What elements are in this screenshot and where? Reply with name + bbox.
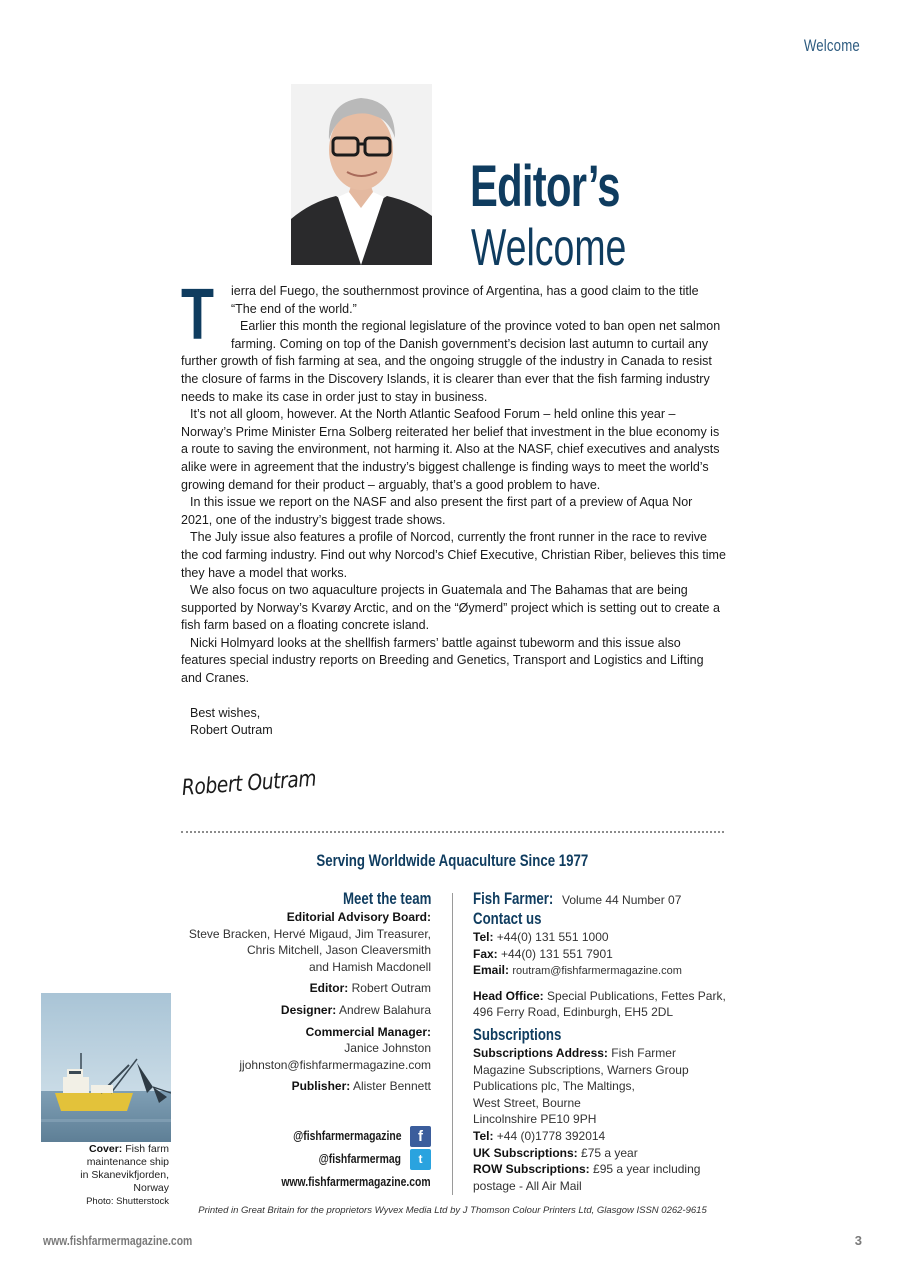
advisory-label: Editorial Advisory Board: bbox=[286, 910, 431, 924]
team-column bbox=[181, 889, 431, 1095]
editor-label: Editor: bbox=[309, 981, 349, 996]
office-address: Special Publications, Fettes Park, bbox=[547, 988, 726, 1003]
uk-subs-price: £75 a year bbox=[581, 1145, 638, 1160]
designer-name: Andrew Balahura bbox=[338, 1002, 431, 1017]
facebook-handle[interactable]: @fishfarmermagazine bbox=[292, 1128, 401, 1143]
subs-tel: +44 (0)1778 392014 bbox=[496, 1128, 606, 1143]
handwritten-signature: Robert Outram bbox=[181, 766, 317, 801]
email-label: Email: bbox=[473, 963, 510, 978]
masthead-column bbox=[473, 889, 743, 1194]
twitter-handle[interactable]: @fishfarmermag bbox=[318, 1151, 401, 1166]
subs-address-label: Subscriptions Address: bbox=[473, 1045, 608, 1060]
volume-info: Volume 44 Number 07 bbox=[561, 893, 682, 907]
dotted-divider bbox=[181, 831, 724, 833]
cover-caption-line: Norway bbox=[133, 1182, 169, 1194]
cover-caption-line: Fish farm bbox=[125, 1143, 169, 1155]
cover-photo bbox=[41, 993, 171, 1142]
editor-name: Robert Outram bbox=[351, 981, 431, 996]
drop-cap: T bbox=[181, 275, 214, 355]
designer-label: Designer: bbox=[280, 1002, 337, 1017]
tel-label: Tel: bbox=[473, 930, 494, 944]
signoff-name: Robert Outram bbox=[190, 723, 273, 738]
office-address: 496 Ferry Road, Edinburgh, EH5 2DL bbox=[473, 1005, 674, 1020]
cover-caption-line: in Skanevikfjorden, bbox=[80, 1169, 169, 1181]
advisory-names: Chris Mitchell, Jason Cleaversmith bbox=[246, 943, 431, 958]
photo-credit: Photo: Shutterstock bbox=[86, 1196, 169, 1207]
fax-label: Fax: bbox=[473, 946, 498, 961]
facebook-link[interactable] bbox=[181, 1124, 431, 1147]
paragraph: ierra del Fuego, the southernmost province of Argentina, has a good claim to the title “The end of the world.” bbox=[231, 284, 699, 316]
commercial-name: Janice Johnston bbox=[344, 1041, 431, 1056]
publisher-label: Publisher: bbox=[291, 1079, 351, 1094]
paragraph: It’s not all gloom, however. At the North Atlantic Seafood Forum – held online this year – Norway’s Prime Minister Erna Solberg reiterated her belief that investment in the blue economy is a route to saving the environment, not harming it. Also at the NASF, chief executives and analysts alike were in agreement that the industry’s biggest challenge is finding ways to meet the world’s growing demand for their product – arguably, that’s a good problem to have. bbox=[181, 407, 720, 492]
paragraph: In this issue we report on the NASF and also present the first part of a preview of Aqua Nor 2021, one of the industry’s biggest trade shows. bbox=[181, 495, 693, 527]
subs-address: Publications plc, The Maltings, bbox=[473, 1079, 635, 1094]
website-link[interactable] bbox=[181, 1170, 431, 1193]
commercial-email[interactable]: jjohnston@fishfarmermagazine.com bbox=[239, 1057, 431, 1072]
tel-number: +44(0) 131 551 1000 bbox=[496, 930, 609, 944]
row-subs-price: £95 a year including bbox=[593, 1162, 701, 1177]
website-url[interactable]: www.fishfarmermagazine.com bbox=[281, 1174, 431, 1189]
row-subs-price: postage - All Air Mail bbox=[473, 1178, 582, 1193]
cover-caption-line: maintenance ship bbox=[86, 1156, 169, 1168]
signoff-greeting: Best wishes, bbox=[190, 705, 261, 720]
fax-number: +44(0) 131 551 7901 bbox=[501, 946, 613, 961]
signoff bbox=[181, 705, 726, 740]
paragraph: Earlier this month the regional legislature of the province voted to ban open net salmon farming. Coming on top of the Danish government’s decision last autumn to curtail any further growth of fish farming at sea, and the ongoing struggle of the industry in Canada to resist the closure of farms in the Discovery Islands, it is clearer than ever that the fish farming industry needs to make its case in order just to stay in business. bbox=[181, 319, 721, 404]
editor-portrait bbox=[291, 84, 432, 265]
title-editors: Editor’s bbox=[470, 154, 620, 219]
cover-label: Cover: bbox=[89, 1143, 123, 1155]
office-label: Head Office: bbox=[473, 988, 544, 1003]
footer-website[interactable]: www.fishfarmermagazine.com bbox=[43, 1233, 193, 1248]
advisory-names: Steve Bracken, Hervé Migaud, Jim Treasurer, bbox=[188, 926, 431, 941]
paragraph: We also focus on two aquaculture projects in Guatemala and The Bahamas that are being supported by Norway’s Kvarøy Arctic, and on the “Øymerd” project which is setting out to create a fish farm based on a floating concrete island. bbox=[181, 583, 720, 633]
subscriptions-heading: Subscriptions bbox=[473, 1024, 562, 1044]
email-address[interactable]: routram@fishfarmermagazine.com bbox=[512, 965, 682, 978]
tagline-text: Serving Worldwide Aquaculture Since 1977 bbox=[316, 851, 589, 870]
commercial-label: Commercial Manager: bbox=[305, 1024, 431, 1039]
title-welcome: Welcome bbox=[471, 219, 627, 277]
paragraph: Nicki Holmyard looks at the shellfish farmers’ battle against tubeworm and this issue also features special industry reports on Breeding and Genetics, Transport and Logistics and Lifting and Cranes. bbox=[181, 635, 704, 686]
publisher-name: Alister Bennett bbox=[352, 1079, 431, 1094]
twitter-link[interactable] bbox=[181, 1147, 431, 1170]
cover-caption bbox=[41, 1143, 169, 1208]
social-links bbox=[181, 1124, 431, 1193]
page-number: 3 bbox=[854, 1233, 862, 1248]
subs-address: Lincolnshire PE10 9PH bbox=[473, 1112, 597, 1127]
section-label: Welcome bbox=[803, 36, 860, 55]
contact-heading: Contact us bbox=[473, 909, 542, 928]
twitter-icon[interactable]: t bbox=[410, 1149, 431, 1170]
uk-subs-label: UK Subscriptions: bbox=[473, 1145, 578, 1160]
subs-address: Magazine Subscriptions, Warners Group bbox=[473, 1062, 689, 1077]
paragraph: The July issue also features a profile of Norcod, currently the front runner in the race to revive the cod farming industry. Find out why Norcod’s Chief Executive, Christian Riber, believes this time they have a model that works. bbox=[181, 530, 726, 580]
advisory-names: and Hamish Macdonell bbox=[308, 959, 431, 974]
subs-tel-label: Tel: bbox=[473, 1128, 494, 1143]
column-divider bbox=[452, 893, 453, 1195]
tagline bbox=[0, 851, 905, 871]
print-statement: Printed in Great Britain for the proprietors Wyvex Media Ltd by J Thomson Colour Printers Ltd, Glasgow ISSN 0262-9615 bbox=[198, 1205, 707, 1216]
subs-address: West Street, Bourne bbox=[473, 1095, 581, 1110]
row-subs-label: ROW Subscriptions: bbox=[473, 1162, 590, 1177]
facebook-icon[interactable]: f bbox=[410, 1126, 431, 1147]
subs-address: Fish Farmer bbox=[611, 1045, 676, 1060]
magazine-name: Fish Farmer: bbox=[473, 889, 554, 908]
team-heading: Meet the team bbox=[342, 889, 431, 908]
editorial-body bbox=[181, 275, 726, 740]
